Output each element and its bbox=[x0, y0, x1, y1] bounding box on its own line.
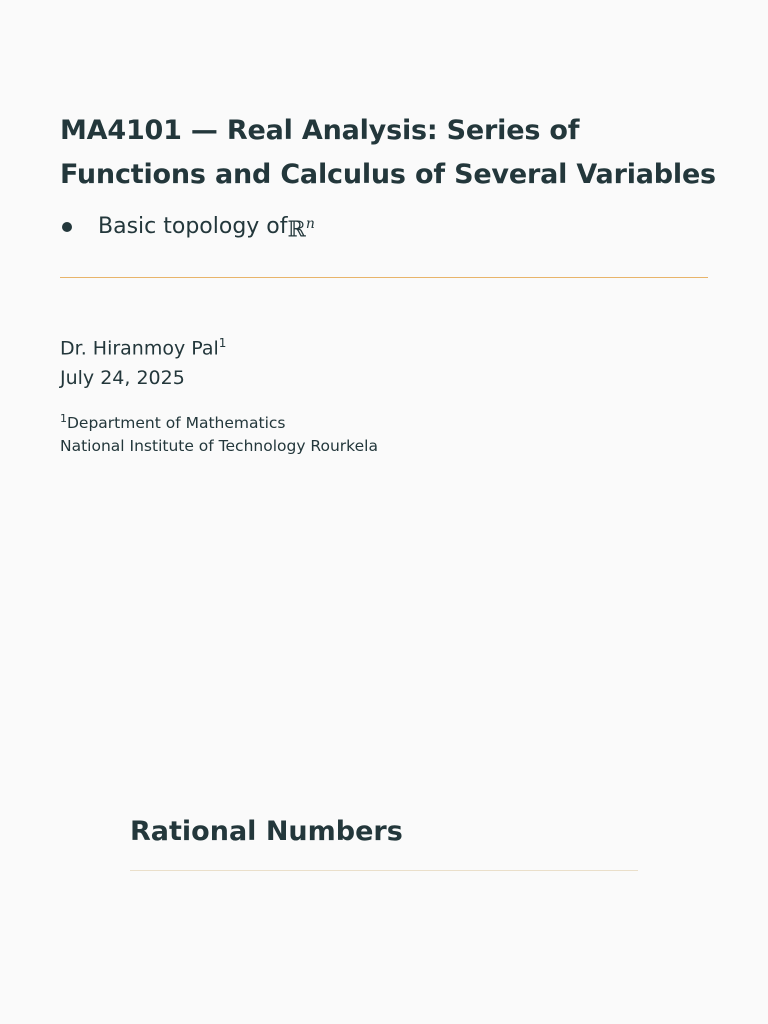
section-divider bbox=[130, 870, 638, 871]
math-base: ℝ bbox=[287, 217, 306, 243]
section-title: Rational Numbers bbox=[130, 816, 403, 847]
math-superscript: n bbox=[305, 216, 315, 232]
presentation-title: MA4101 — Real Analysis: Series of Functions and Calculus of Several Variables bbox=[60, 115, 716, 190]
subtitle-item bbox=[60, 207, 315, 247]
affiliation bbox=[60, 407, 378, 458]
subtitle-text: Basic topology of bbox=[98, 214, 288, 240]
author-footnote-mark: 1 bbox=[218, 336, 227, 350]
affiliation-footnote-mark: 1 bbox=[60, 412, 67, 425]
author-name: Dr. Hiranmoy Pal bbox=[60, 337, 219, 360]
subtitle-math bbox=[288, 207, 315, 247]
title-divider bbox=[60, 277, 708, 278]
presentation-date: July 24, 2025 bbox=[60, 367, 185, 389]
author bbox=[60, 329, 226, 362]
bullet-icon bbox=[62, 222, 72, 232]
institution: National Institute of Technology Rourkela bbox=[60, 437, 378, 456]
affiliation-line-1 bbox=[60, 407, 378, 435]
department: Department of Mathematics bbox=[67, 414, 286, 433]
